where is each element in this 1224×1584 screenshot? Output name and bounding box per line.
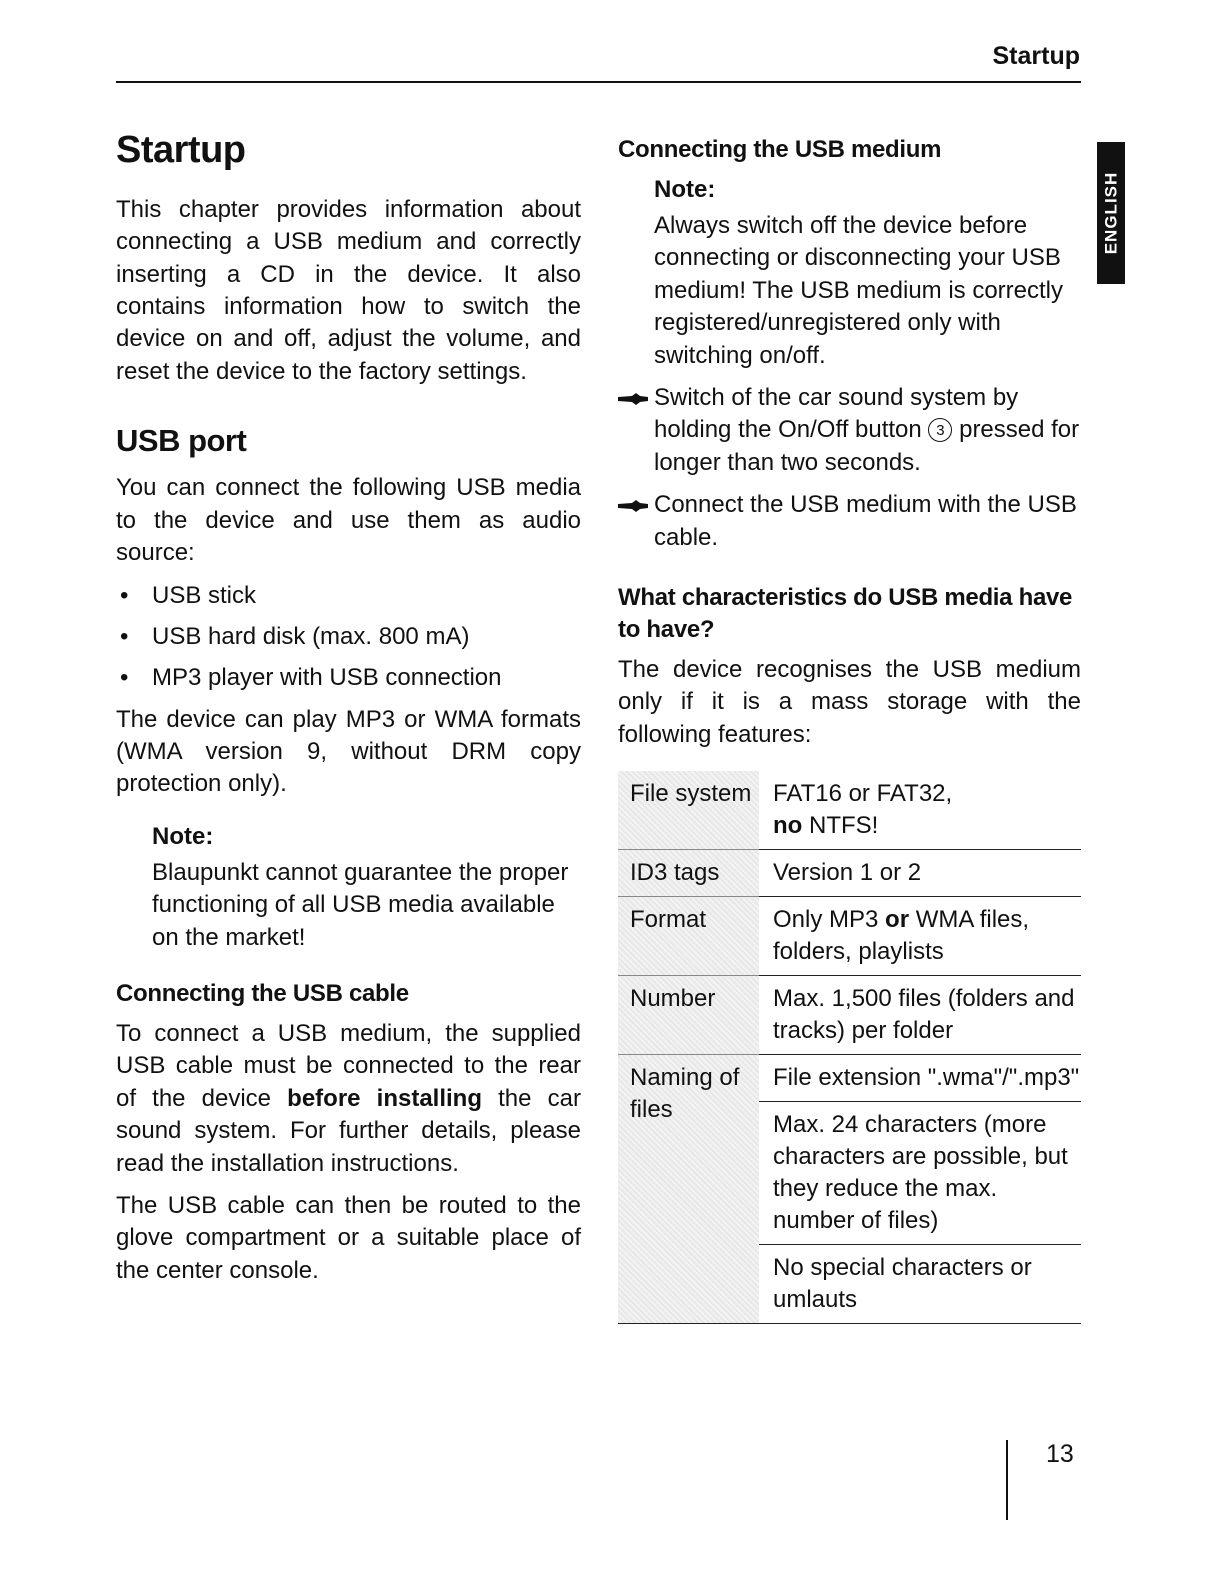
usb-port-text: You can connect the following USB media to the device and use them as audio source: (116, 474, 581, 567)
formats-paragraph: The device can play MP3 or WMA formats (WMA version 9, without DRM copy protection only). (116, 705, 581, 798)
list-item-text: USB hard disk (max. 800 mA) (152, 622, 470, 650)
row-value: Max. 1,500 files (folders and tracks) per folder (759, 976, 1081, 1055)
page-number-bar (1006, 1440, 1008, 1520)
connect-note (654, 174, 1081, 372)
row-value: File extension ".wma"/".mp3" (759, 1055, 1081, 1102)
usb-cable-paragraph-2: The USB cable can then be routed to the glove compartment or a suitable place of the center console. (116, 1192, 581, 1284)
step-switch-off (618, 382, 1081, 479)
emphasis: no (773, 812, 803, 840)
text-run: pressed for longer than two seconds. (654, 416, 1080, 476)
usb-note (152, 821, 581, 954)
row-value: Version 1 or 2 (759, 850, 1081, 897)
list-item (116, 621, 581, 653)
usb-media-list (116, 580, 581, 694)
pointing-hand-icon (618, 393, 648, 405)
table-row (618, 1055, 1081, 1102)
text-run: the car sound system. For further details, please read the installation instructions. (116, 1084, 581, 1177)
text-run: Switch of the car sound system by holding the On/Off button (654, 384, 1019, 444)
usb-port-heading: USB port (116, 423, 247, 459)
table-row (618, 897, 1081, 976)
row-label: ID3 tags (618, 850, 759, 897)
text-run: To connect a USB medium, the supplied USB cable must be connected to the rear of the device (116, 1019, 581, 1112)
text-run: WMA files, folders, playlists (773, 906, 1030, 966)
row-label: Format (618, 897, 759, 976)
row-label: File system (618, 771, 759, 850)
row-label: Number (618, 976, 759, 1055)
row-value: Max. 24 characters (more characters are possible, but they reduce the max. number of files) (759, 1102, 1081, 1245)
running-head: Startup (992, 42, 1080, 70)
characteristics-heading: What characteristics do USB media have to have? (618, 584, 1073, 644)
list-item-text: USB stick (152, 581, 257, 609)
usb-cable-heading: Connecting the USB cable (116, 979, 409, 1007)
list-item (116, 662, 581, 694)
left-column (116, 130, 581, 1297)
note-text: Blaupunkt cannot guarantee the proper functioning of all USB media available on the market! (152, 858, 569, 951)
bullet-icon: • (120, 622, 129, 650)
right-column (618, 134, 1081, 1324)
emphasis: or (885, 906, 910, 934)
intro-paragraph: This chapter provides information about connecting a USB medium and correctly inserting a CD in the device. It also contains information how to switch the device on and off, adjust the volume, and reset the device to the factory settings. (116, 195, 581, 385)
features-table (618, 771, 1081, 1324)
step-connect (618, 489, 1081, 554)
list-item (116, 580, 581, 612)
note-label: Note: (152, 822, 214, 850)
bullet-icon: • (120, 663, 129, 691)
text-run: FAT16 or FAT32, (773, 780, 953, 808)
table-row (618, 771, 1081, 850)
connect-usb-heading: Connecting the USB medium (618, 136, 942, 163)
usb-cable-paragraph-1 (116, 1018, 581, 1180)
row-value: No special characters or umlauts (759, 1245, 1081, 1324)
text-run: NTFS! (802, 812, 879, 840)
table-row (618, 976, 1081, 1055)
note-label: Note: (654, 176, 716, 203)
row-value (759, 771, 1081, 850)
text-run: Only MP3 (773, 906, 886, 934)
language-tab-label: ENGLISH (1101, 171, 1120, 255)
row-label: Naming of files (618, 1055, 759, 1324)
button-number-icon: 3 (928, 418, 952, 442)
characteristics-text: The device recognises the USB medium only if it is a mass storage with the following features: (618, 656, 1081, 748)
list-item-text: MP3 player with USB connection (152, 663, 502, 691)
header-rule (116, 81, 1081, 83)
text-run: Connect the USB medium with the USB cable. (654, 491, 1077, 551)
row-value (759, 897, 1081, 976)
chapter-title: Startup (116, 129, 246, 171)
bullet-icon: • (120, 581, 129, 609)
table-row (618, 850, 1081, 897)
emphasis: before installing (287, 1084, 482, 1112)
pointing-hand-icon (618, 500, 648, 512)
language-tab (1097, 142, 1125, 284)
note-text: Always switch off the device before connecting or disconnecting your USB medium! The USB medium is correctly registered/unregistered only with switching on/off. (654, 212, 1064, 369)
page-number: 13 (1046, 1440, 1074, 1468)
